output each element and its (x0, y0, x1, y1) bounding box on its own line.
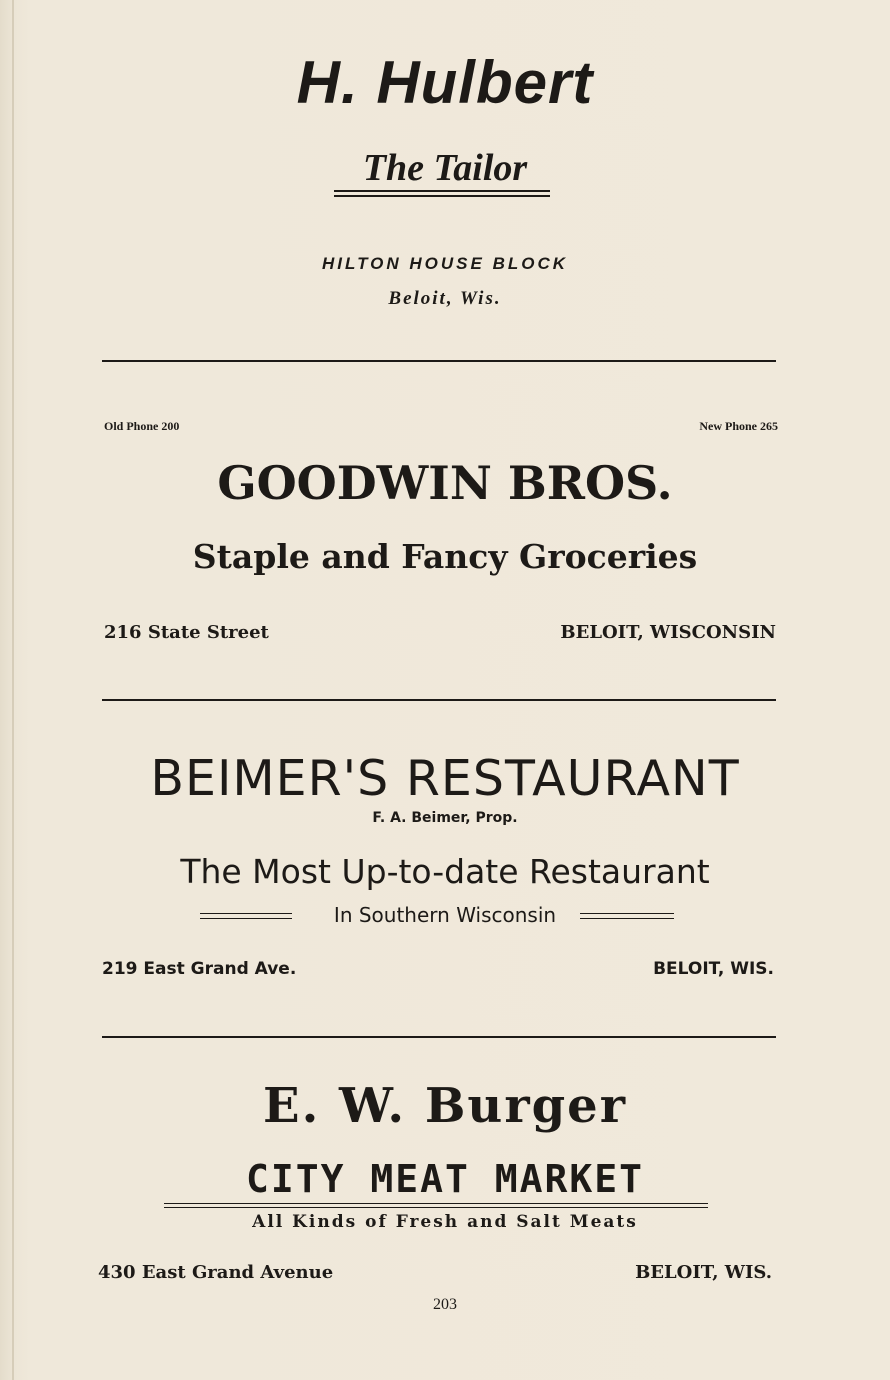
goodwin-city: BELOIT, WISCONSIN (560, 622, 776, 643)
burger-rule-top (164, 1203, 708, 1204)
goodwin-old-phone: Old Phone 200 (104, 419, 180, 433)
burger-street: 430 East Grand Avenue (98, 1262, 334, 1283)
divider-3 (102, 1036, 776, 1038)
beimer-tagline: The Most Up-to-date Restaurant (180, 852, 710, 891)
beimer-rule-right-top (580, 913, 674, 914)
hulbert-name: H. Hulbert (296, 49, 594, 116)
goodwin-new-phone: New Phone 265 (699, 419, 778, 433)
burger-city: BELOIT, WIS. (635, 1262, 772, 1283)
beimer-proprietor: F. A. Beimer, Prop. (372, 810, 518, 826)
beimer-name: BEIMER'S RESTAURANT (150, 750, 740, 807)
beimer-rule-right-bottom (580, 918, 674, 919)
goodwin-street: 216 State Street (104, 622, 269, 643)
hulbert-address-line2: Beloit, Wis. (388, 288, 502, 309)
goodwin-tagline: Staple and Fancy Groceries (192, 537, 698, 576)
hulbert-tagline: The Tailor (362, 147, 528, 189)
burger-name: E. W. Burger (262, 1078, 627, 1134)
hulbert-underline-bottom (334, 195, 550, 197)
beimer-city: BELOIT, WIS. (653, 959, 774, 979)
goodwin-name: GOODWIN BROS. (217, 456, 673, 510)
divider-1 (102, 360, 776, 362)
burger-tagline: All Kinds of Fresh and Salt Meats (252, 1212, 638, 1232)
burger-rule-bottom (164, 1207, 708, 1208)
hulbert-underline-top (334, 190, 550, 192)
burger-business: CITY MEAT MARKET (245, 1157, 645, 1201)
beimer-street: 219 East Grand Ave. (102, 959, 297, 979)
beimer-subline: In Southern Wisconsin (333, 903, 557, 927)
page-number: 203 (433, 1296, 457, 1313)
divider-2 (102, 699, 776, 701)
hulbert-address-line1: HILTON HOUSE BLOCK (321, 254, 569, 273)
